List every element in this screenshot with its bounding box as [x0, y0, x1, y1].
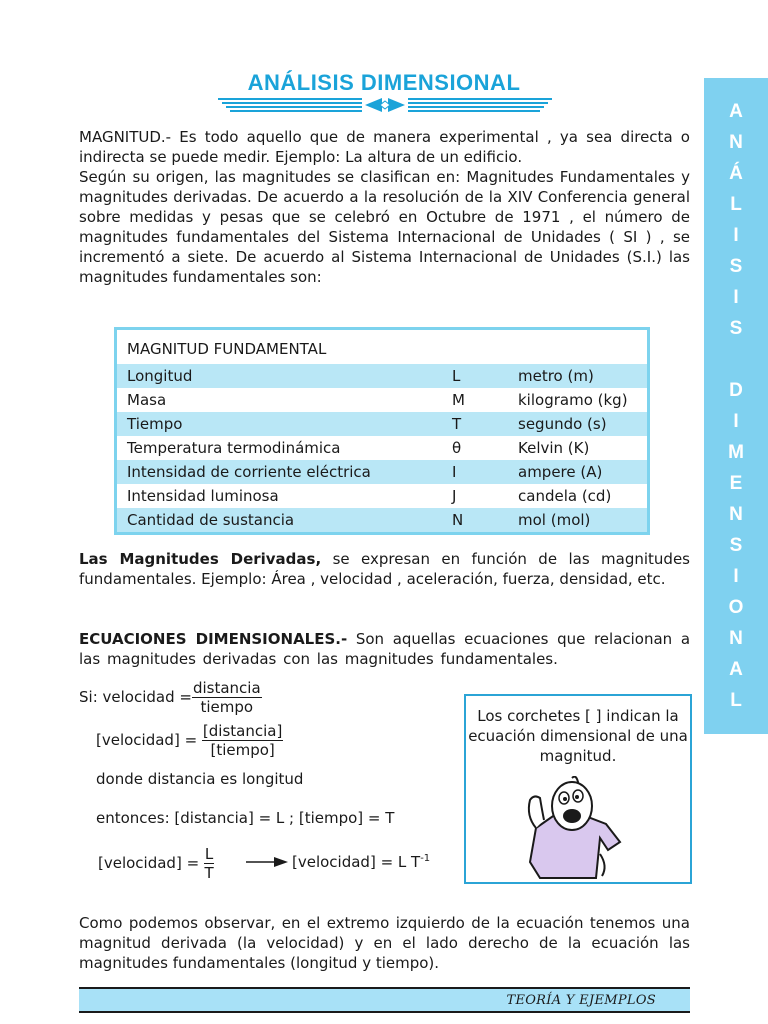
footer-bar	[79, 987, 690, 1013]
magnitude-symbol: θ	[452, 439, 462, 457]
arrow-right-icon	[246, 856, 288, 868]
magnitude-unit: segundo (s)	[508, 412, 649, 436]
side-tab-letter: N	[729, 132, 743, 153]
footer-label: TEORÍA Y EJEMPLOS	[506, 993, 656, 1008]
side-tab-letter: I	[733, 566, 739, 587]
magnitude-unit: mol (mol)	[508, 508, 649, 534]
equation-note-distance: donde distancia es longitud	[96, 770, 304, 788]
paragraph-origen: Según su origen, las magnitudes se clasifican en: Magnitudes Fundamentales y magnitudes derivadas. De acuerdo a la resolución de la XIV Conferencia general sobre medidas y pesas que se celebró en Octubre de 1971 , el número de magnitudes fundamentales del Sistema Internacional de Unidades ( SI ) , se incrementó a siete. De acuerdo al Sistema Internacional de Unidades (S.I.) las magnitudes fundamentales son:	[79, 168, 690, 286]
magnitude-unit: ampere (A)	[508, 460, 649, 484]
magnitude-symbol: N	[442, 508, 508, 534]
ecuaciones-text: Son aquellas ecuaciones que relacionan a las magnitudes derivadas con las magnitudes fundamentales.	[79, 630, 691, 668]
fraction-denominator: [tiempo]	[210, 741, 275, 759]
paragraph-magnitud: MAGNITUD.- Es todo aquello que de manera experimental , ya sea directa o indirecta se puede medir. Ejemplo: La altura de un edificio.	[79, 128, 690, 166]
paragraph-conclusion: Como podemos observar, en el extremo izquierdo de la ecuación tenemos una magnitud derivada (la velocidad) y en el lado derecho de la ecuación las magnitudes fundamentales (longitud y tiempo).	[79, 914, 690, 972]
table-row	[116, 364, 649, 388]
fraction	[204, 845, 214, 882]
equation-lhs: Si: velocidad =	[79, 688, 192, 706]
magnitude-unit: Kelvin (K)	[518, 439, 590, 457]
fraction-denominator: T	[204, 864, 214, 882]
table-header-row	[116, 329, 649, 365]
side-tab-letter: Á	[729, 163, 743, 184]
cartoon-character-illustration	[516, 776, 636, 880]
exponent: -1	[420, 853, 431, 864]
equation-velocity-dimensional	[96, 722, 283, 759]
magnitude-unit: kilogramo (kg)	[518, 391, 628, 409]
magnitude-symbol: I	[442, 460, 508, 484]
table-row	[116, 460, 649, 484]
side-tab-letter: I	[733, 287, 739, 308]
equation-substitution: entonces: [distancia] = L ; [tiempo] = T	[96, 809, 395, 827]
fraction-numerator: L	[204, 845, 214, 863]
side-tab-letter: A	[729, 101, 743, 122]
side-tab-letter: M	[728, 442, 744, 463]
page-title: ANÁLISIS DIMENSIONAL	[247, 70, 521, 95]
table-row	[116, 508, 649, 534]
equation-rhs: [velocidad] = L T	[292, 853, 421, 871]
side-tab-letter: I	[733, 225, 739, 246]
table-row	[116, 484, 649, 508]
table-row	[116, 412, 649, 436]
fundamental-magnitudes-table	[114, 327, 650, 535]
table-row	[116, 436, 649, 460]
magnitude-unit: metro (m)	[508, 364, 649, 388]
side-tab-letter	[704, 344, 768, 375]
equation-lhs: [velocidad] =	[96, 731, 198, 749]
side-tab-letter: I	[733, 411, 739, 432]
side-tab-letter: N	[729, 504, 743, 525]
derivadas-heading: Las Magnitudes Derivadas,	[79, 550, 322, 568]
magnitude-name: Masa	[127, 391, 167, 409]
magnitude-symbol: L	[442, 364, 508, 388]
side-tab-letter: S	[729, 535, 743, 556]
equation-velocity-definition	[79, 679, 262, 716]
magnitude-name: Cantidad de sustancia	[116, 508, 443, 534]
paragraph-derivadas	[79, 549, 690, 589]
magnitude-symbol: J	[452, 487, 457, 505]
magnitude-symbol: M	[452, 391, 465, 409]
side-tab-letter: D	[729, 380, 743, 401]
fraction	[202, 722, 283, 759]
paragraph-ecuaciones	[79, 629, 690, 669]
side-tab-letter: S	[729, 318, 743, 339]
equation-lhs: [velocidad] =	[98, 854, 200, 872]
side-tab-letter: L	[730, 194, 742, 215]
fraction-numerator: distancia	[192, 679, 261, 697]
magnitude-symbol: T	[442, 412, 508, 436]
side-tab-letter: O	[728, 597, 744, 618]
table-header: MAGNITUD FUNDAMENTAL	[127, 340, 327, 358]
magnitude-unit: candela (cd)	[518, 487, 612, 505]
fraction-numerator: [distancia]	[202, 722, 283, 740]
magnitude-name: Longitud	[116, 364, 443, 388]
equation-velocity-result	[98, 845, 214, 882]
table-row	[116, 388, 649, 412]
fraction-denominator: tiempo	[200, 698, 254, 716]
side-tab-letter: E	[729, 473, 743, 494]
equation-velocity-final	[292, 853, 430, 871]
derivadas-text: se expresan en función de las magnitudes fundamentales. Ejemplo: Área , velocidad , aceleración, fuerza, densidad, etc.	[79, 550, 690, 588]
ecuaciones-heading: ECUACIONES DIMENSIONALES.-	[79, 630, 348, 648]
fraction	[192, 679, 262, 716]
note-box	[464, 694, 692, 884]
magnitude-name: Intensidad luminosa	[127, 487, 279, 505]
side-tab-letter: N	[729, 628, 743, 649]
title-ornament	[212, 95, 558, 113]
magnitude-name: Intensidad de corriente eléctrica	[116, 460, 443, 484]
side-tab-label	[704, 96, 768, 716]
side-tab-letter: A	[729, 659, 743, 680]
note-text: Los corchetes [ ] indican la ecuación dimensional de una magnitud.	[468, 707, 688, 765]
side-tab	[704, 78, 768, 734]
side-tab-letter: L	[730, 690, 742, 711]
magnitude-name: Temperatura termodinámica	[127, 439, 341, 457]
side-tab-letter: S	[729, 256, 743, 277]
magnitude-name: Tiempo	[116, 412, 443, 436]
